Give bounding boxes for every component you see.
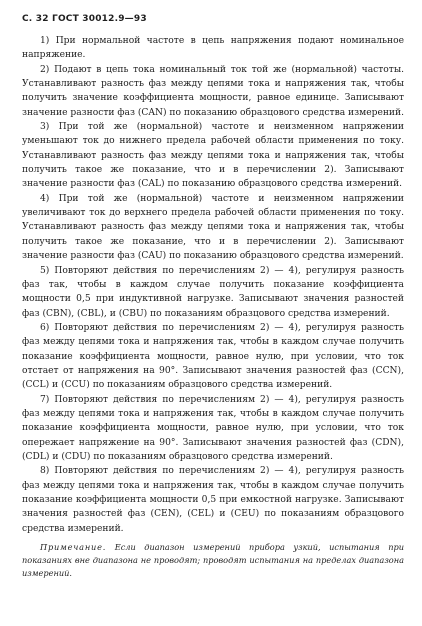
paragraph-1: 1) При нормальной частоте в цепь напряжения подают номинальное напряжение. [22, 36, 404, 61]
paragraph-4: 4) При той же (нормальной) частоте и неизменном напряжении увеличивают ток до верхнего предела рабочей области применения по току. Устанавливают разность фаз между цепями тока и напряжения так, чтобы получить такое же показание, что и в перечислении 2). Записывают значение разности фаз (CAU) по показанию образцового средства измерений. [22, 193, 404, 262]
paragraph-2: 2) Подают в цепь тока номинальный ток той же (нормальной) частоты. Устанавливают разность фаз между цепями тока и напряжения так, чтобы получить значение коэффициента мощности, равное единице. Записывают значение разности фаз (CAN) по показанию образцового средства измерений. [22, 64, 404, 118]
paragraph-6: 6) Повторяют действия по перечислениям 2) — 4), регулируя разность фаз между цепями тока и напряжения так, чтобы в каждом случае получить показание коэффициента мощности, равное нулю, при условии, что ток отстает от напряжения на 90°. Записывают значения разностей фаз (CCN), (CCL) и (CCU) по показаниям образцового средства измерений. [22, 322, 404, 391]
page-header: С. 32 ГОСТ 30012.9—93 [22, 14, 147, 24]
note-text: Если диапазон измерений прибора узкий, испытания при показаниях вне диапазона не проводят; проводят испытания на пределах диапазона измерений. [22, 542, 404, 579]
paragraph-7: 7) Повторяют действия по перечислениям 2) — 4), регулируя разность фаз между цепями тока и напряжения так, чтобы в каждом случае получить показание коэффициента мощности, равное нулю, при условии, что ток опережает напряжение на 90°. Записывают значения разностей фаз (CDN), (CDL) и (CDU) по показаниям образцового средства измерений. [22, 394, 404, 462]
note [22, 541, 404, 580]
paragraph-5: 5) Повторяют действия по перечислениям 2) — 4), регулируя разность фаз так, чтобы в каждом случае получить показание коэффициента мощности 0,5 при индуктивной нагрузке. Записывают значения разностей фаз (CBN), (CBL), и (CBU) по показаниям образцового средства измерений. [22, 265, 404, 319]
paragraph-3: 3) При той же (нормальной) частоте и неизменном напряжении уменьшают ток до нижнего предела рабочей области применения по току. Устанавливают разность фаз между цепями тока и напряжения так, чтобы получить такое же показание, что и в перечислении 2). Записывают значение разности фаз (CAL) по показанию образцового средства измерений. [22, 122, 404, 190]
paragraph-8: 8) Повторяют действия по перечислениям 2) — 4), регулируя разность фаз между цепями тока и напряжения так, чтобы в каждом случае получить показание коэффициента мощности 0,5 при емкостной нагрузке. Записывают значения разностей фаз (CEN), (CEL) и (CEU) по показаниям образцового средства измерений. [22, 466, 404, 534]
note-lead: Примечание. [40, 542, 107, 553]
